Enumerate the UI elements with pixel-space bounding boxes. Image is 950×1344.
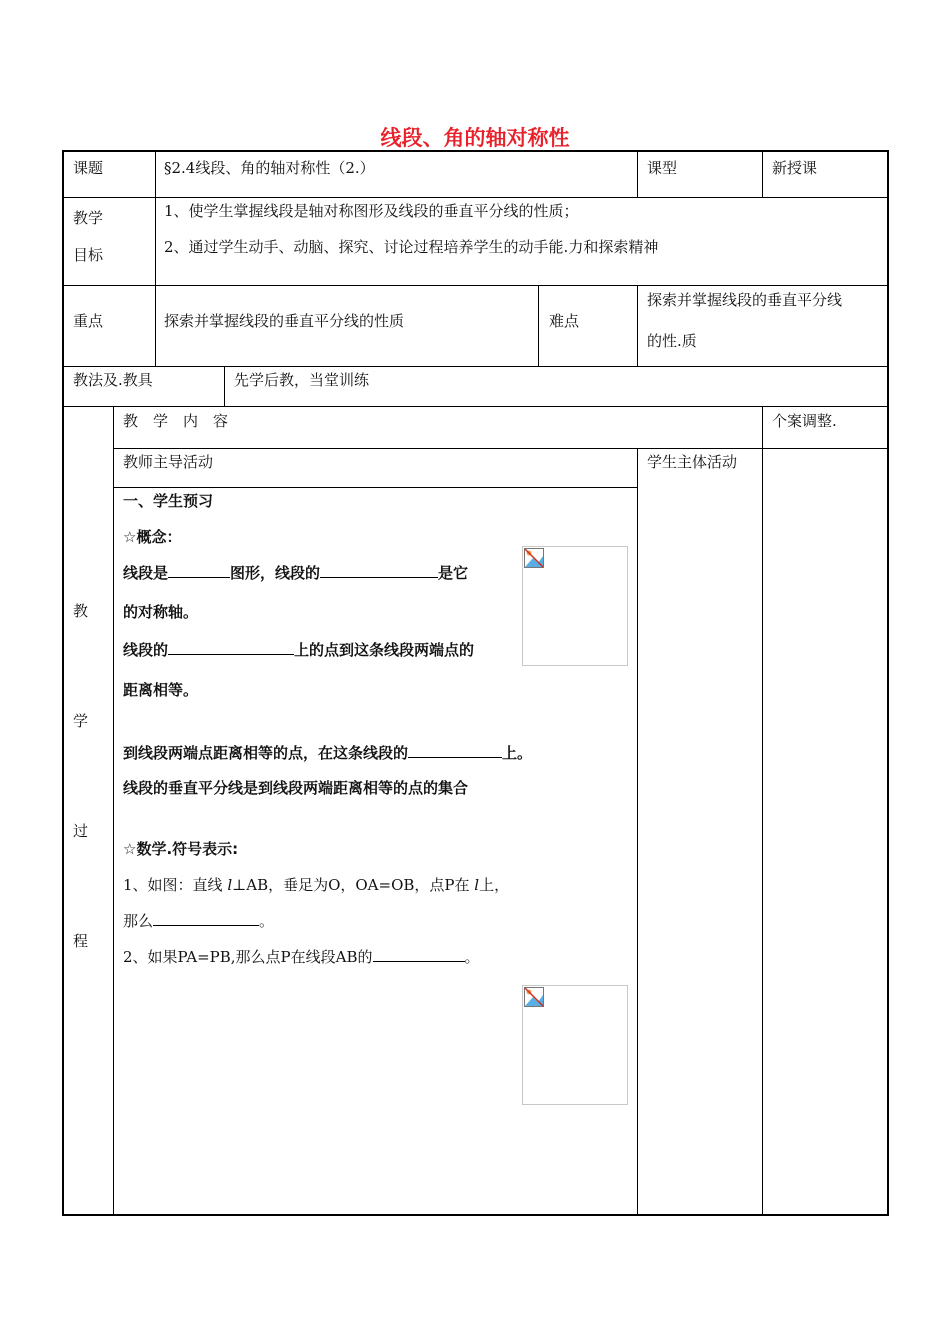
concept-line-b: 的对称轴。 [123, 603, 199, 621]
label-zhongdian: 重点 [73, 312, 104, 330]
label-kexing: 课型 [647, 159, 678, 177]
line-c-pre: 线段的 [123, 641, 169, 659]
question-1-line-2 [123, 911, 274, 931]
question-2 [123, 947, 480, 967]
adjust-header: 个案调整. [772, 412, 837, 430]
side-label-xue: 学 [73, 712, 89, 730]
side-label-guo: 过 [73, 822, 89, 840]
concept-line-a [123, 563, 468, 583]
nandian-line-2: 的性.质 [647, 332, 697, 350]
label-keti: 课题 [73, 159, 104, 177]
q1-post: 上， [479, 876, 510, 894]
concept-line-c [123, 640, 474, 660]
figure-image-2 [522, 985, 628, 1105]
concept-heading: ☆概念： [123, 528, 182, 546]
concept-line-f: 线段的垂直平分线是到线段两端距离相等的点的集合 [123, 779, 469, 797]
goal-item-1: 1、使学生掌握线段是轴对称图形及线段的垂直平分线的性质； [164, 202, 579, 220]
line-a-pre: 线段是 [123, 564, 169, 582]
student-header: 学生主体活动 [647, 453, 738, 471]
q2-pre: 2、如果PA=PB,那么点P在线段AB的 [123, 948, 373, 966]
side-label-cheng: 程 [73, 932, 89, 950]
goal-item-2: 2、通过学生动手、动脑、探究、讨论过程培养学生的动手能.力和探索精神 [164, 238, 659, 256]
symbol-heading: ☆数学.符号表示: [123, 840, 239, 858]
document-title: 线段、角的轴对称性 [380, 126, 570, 150]
blank-3 [168, 640, 294, 655]
side-label-jiao: 教 [73, 602, 89, 620]
broken-image-icon [524, 987, 544, 1007]
line-c-post: 上的点到这条线段两端点的 [294, 641, 475, 659]
blank-6 [373, 947, 465, 962]
line-a-post: 是它 [438, 564, 469, 582]
label-methods: 教法及.教具 [73, 371, 153, 389]
blank-2 [320, 563, 438, 578]
methods-value: 先学后教，当堂训练 [234, 371, 370, 389]
q1-mid: ⊥AB，垂足为O，OA=OB，点P在 [232, 876, 475, 894]
question-1 [123, 875, 509, 895]
broken-image-icon [524, 548, 544, 568]
zhongdian-value: 探索并掌握线段的垂直平分线的性质 [164, 312, 405, 330]
q2-post: 。 [464, 948, 480, 966]
kexing-value: 新授课 [772, 159, 818, 177]
label-goals-2: 目标 [73, 246, 104, 264]
blank-1 [168, 563, 230, 578]
q1-line2-post: 。 [259, 912, 275, 930]
line-e-post: 上。 [502, 744, 533, 762]
teacher-header: 教师主导活动 [123, 453, 214, 471]
q1-l1: l [227, 876, 233, 894]
q1-l2: l [474, 876, 480, 894]
concept-line-e [123, 743, 532, 763]
keti-value: §2.4线段、角的轴对称性（2.） [164, 159, 375, 177]
q1-pre: 1、如图：直线 [123, 876, 228, 894]
nandian-line-1: 探索并掌握线段的垂直平分线 [647, 291, 843, 309]
q1-line2-pre: 那么 [123, 912, 154, 930]
label-nandian: 难点 [549, 312, 580, 330]
line-e-pre: 到线段两端点距离相等的点，在这条线段的 [123, 744, 409, 762]
line-a-mid: 图形，线段的 [230, 564, 321, 582]
content-header: 教 学 内 容 [123, 412, 229, 430]
label-goals-1: 教学 [73, 209, 104, 227]
figure-image-1 [522, 546, 628, 666]
section-heading: 一、学生预习 [123, 492, 214, 510]
blank-4 [408, 743, 502, 758]
concept-line-d: 距离相等。 [123, 681, 199, 699]
blank-5 [153, 911, 259, 926]
